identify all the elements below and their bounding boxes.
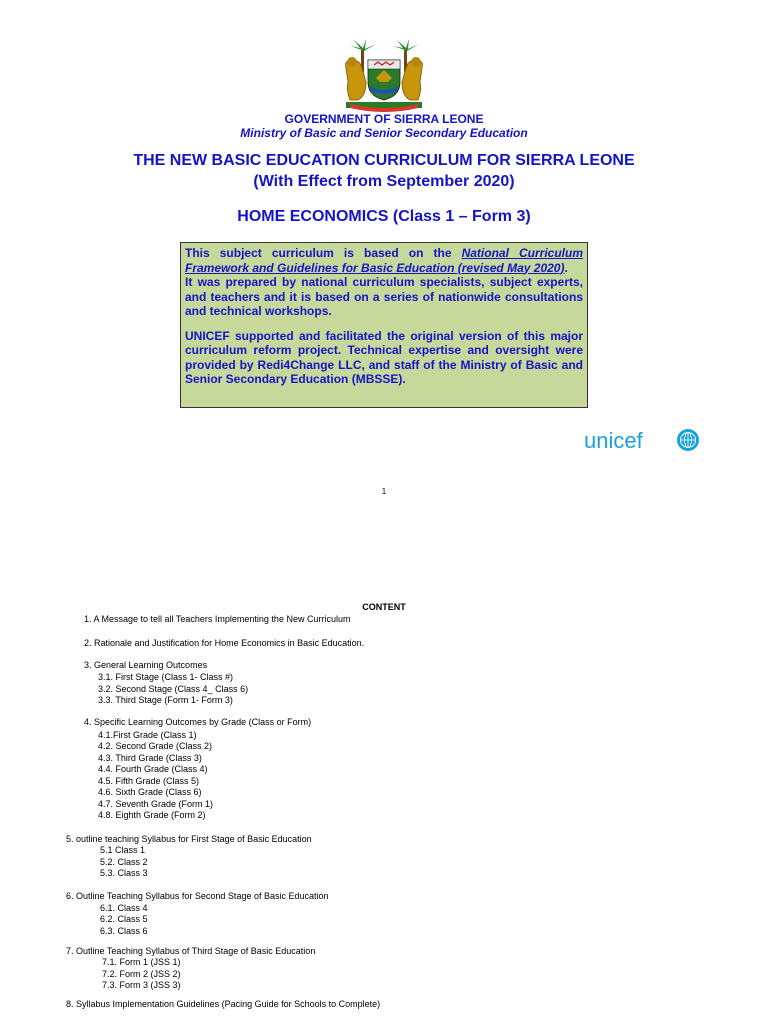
ministry-name: Ministry of Basic and Senior Secondary Education xyxy=(240,126,528,140)
info-paragraph-3: UNICEF supported and facilitated the original version of this major curriculum reform project. Technical expertise and oversight were provided by Redi4Change LLC, and staff of the Ministry of Basic and Senior Secondary Education (MBSSE). xyxy=(185,328,583,386)
toc-item: 8. Syllabus Implementation Guidelines (Pacing Guide for Schools to Complete) xyxy=(66,999,381,1009)
toc-item: 7.2. Form 2 (JSS 2) xyxy=(102,969,181,979)
toc-item: 5.3. Class 3 xyxy=(100,868,148,878)
document-subtitle: (With Effect from September 2020) xyxy=(253,173,515,190)
coat-of-arms-icon xyxy=(336,38,432,114)
toc-item: 5.1 Class 1 xyxy=(100,845,146,855)
toc-item: 6.1. Class 4 xyxy=(100,903,148,913)
toc-item: 3. General Learning Outcomes xyxy=(84,660,208,670)
unicef-emblem-icon xyxy=(677,429,699,451)
toc-item: 4.6. Sixth Grade (Class 6) xyxy=(98,787,202,797)
toc-item: 3.2. Second Stage (Class 4_ Class 6) xyxy=(98,684,249,694)
toc-item: 6.2. Class 5 xyxy=(100,914,148,924)
subject-title: HOME ECONOMICS (Class 1 – Form 3) xyxy=(237,208,531,225)
toc-item: 4.8. Eighth Grade (Form 2) xyxy=(98,810,206,820)
info-text-start: This subject curriculum is based on the xyxy=(185,246,462,260)
info-paragraph-1 xyxy=(185,246,583,275)
toc-item: 4.3. Third Grade (Class 3) xyxy=(98,753,202,763)
toc-item: 4.1.First Grade (Class 1) xyxy=(98,730,197,740)
framework-reference: National Curriculum Framework and Guidelines for Basic Education (revised May 2020) xyxy=(185,246,583,275)
toc-item: 6.3. Class 6 xyxy=(100,926,148,936)
government-name: GOVERNMENT OF SIERRA LEONE xyxy=(284,112,484,126)
toc-item: 3.1. First Stage (Class 1- Class #) xyxy=(98,672,234,682)
unicef-wordmark: unicef xyxy=(584,428,643,453)
toc-item: 5. outline teaching Syllabus for First Stage of Basic Education xyxy=(66,834,312,844)
curriculum-info-box xyxy=(180,242,588,408)
toc-item: 4.2. Second Grade (Class 2) xyxy=(98,741,213,751)
toc-item: 6. Outline Teaching Syllabus for Second Stage of Basic Education xyxy=(66,891,329,901)
toc-heading: CONTENT xyxy=(362,602,406,612)
toc-item: 4. Specific Learning Outcomes by Grade (Class or Form) xyxy=(84,717,312,727)
toc-item: 4.5. Fifth Grade (Class 5) xyxy=(98,776,200,786)
page-number: 1 xyxy=(381,487,387,496)
info-text-end: . xyxy=(564,260,568,275)
unicef-logo xyxy=(582,426,706,456)
toc-item: 1. A Message to tell all Teachers Implementing the New Curriculum xyxy=(84,614,351,624)
toc-item: 5.2. Class 2 xyxy=(100,857,148,867)
toc-item: 7.1. Form 1 (JSS 1) xyxy=(102,957,181,967)
info-paragraph-2: It was prepared by national curriculum specialists, subject experts, and teachers and it is based on a series of nationwide consultations and technical workshops. xyxy=(185,275,583,318)
document-title: THE NEW BASIC EDUCATION CURRICULUM FOR SIERRA LEONE xyxy=(133,152,635,169)
toc-item: 7. Outline Teaching Syllabus of Third Stage of Basic Education xyxy=(66,946,316,956)
toc-item: 4.7. Seventh Grade (Form 1) xyxy=(98,799,214,809)
toc-item: 3.3. Third Stage (Form 1- Form 3) xyxy=(98,695,233,705)
toc-item: 7.3. Form 3 (JSS 3) xyxy=(102,980,181,990)
toc-item: 2. Rationale and Justification for Home Economics in Basic Education. xyxy=(84,638,365,648)
toc-item: 4.4. Fourth Grade (Class 4) xyxy=(98,764,208,774)
